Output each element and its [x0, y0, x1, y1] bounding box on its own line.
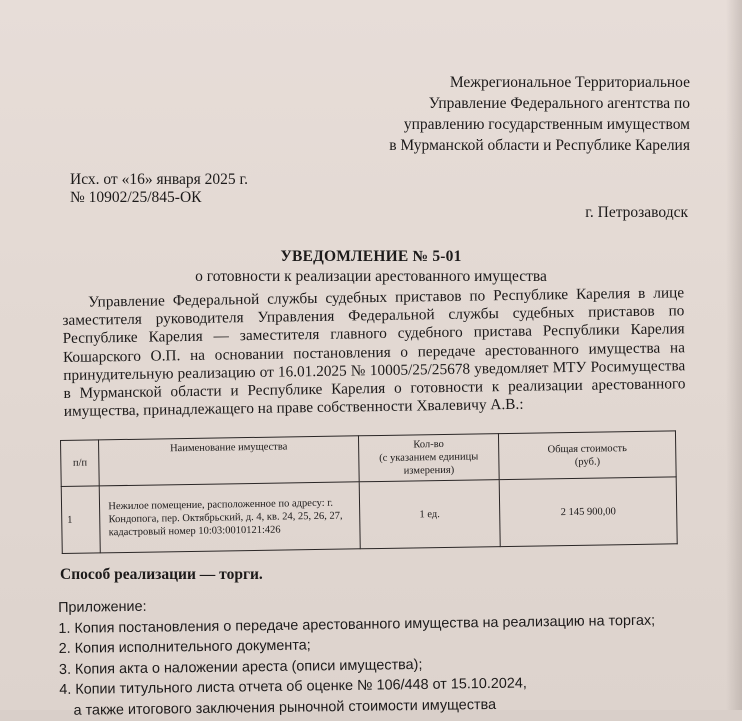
- page-edge-shadow: [726, 0, 742, 710]
- attachments-heading: Приложение:: [58, 598, 147, 616]
- reference-date: Исх. от «16» января 2025 г.: [70, 171, 248, 188]
- attachment-item: 3. Копия акта о наложении ареста (описи имущества);: [58, 656, 423, 678]
- addressee-line: Управление Федерального агентства по: [428, 95, 690, 112]
- document-subtitle: о готовности к реализации арестованного имущества: [195, 268, 547, 285]
- reference-number: № 10902/25/845-ОК: [70, 189, 202, 206]
- header-quantity: Кол-во (с указанием единицы измерения): [358, 434, 499, 482]
- row-property-name: Нежилое помещение, расположенное по адресу: г. Кондопога, пер. Октябрьский, д. 4, кв. 24, 25, 26, 27, кадастровый номер 10:03:0010121:426: [100, 482, 361, 553]
- header-total-cost: Общая стоимость (руб.): [499, 431, 677, 480]
- addressee-line: в Мурманской области и Республике Карелия: [389, 137, 690, 154]
- table-row: [61, 477, 677, 554]
- row-number: 1: [61, 486, 100, 554]
- attachments-list: [58, 610, 656, 721]
- document-title: УВЕДОМЛЕНИЕ № 5-01: [280, 248, 462, 265]
- header-property-name: Наименование имущества: [99, 436, 359, 486]
- attachments-block: [58, 590, 656, 721]
- addressee-block: [389, 72, 690, 156]
- notice-body-text: Управление Федеральной службы судебных приставов по Республике Карелия в лице заместителя руководителя Управления Федеральной службы судебных приставов по Республике Карелия — заместителя главного судебного пристава Республики Карелия Кошарского О.П. на основании постановления о передаче арестованного имущества на принудительную реализацию от 16.01.2025 № 10005/25/25678 уведомляет МТУ Росимущества в Мурманской области и Республике Карелия о готовности к реализации арестованного имущества, принадлежащего на праве собственности Хвалевичу А.В.:: [62, 284, 686, 421]
- row-quantity: 1 ед.: [359, 480, 500, 549]
- row-total-cost: 2 145 900,00: [499, 477, 677, 547]
- outgoing-reference: [70, 171, 248, 207]
- attachment-item: 4. Копии титульного листа отчета об оценке № 106/448 от 15.10.2024,: [59, 675, 527, 698]
- city: г. Петрозаводск: [585, 204, 688, 221]
- sale-method: Способ реализации — торги.: [60, 566, 263, 583]
- attachment-continuation-text: а также итогового заключения рыночной стоимости имущества: [73, 696, 497, 719]
- header-number: п/п: [61, 440, 100, 487]
- property-table: [60, 430, 678, 554]
- attachment-item: 1. Копия постановления о передаче арестованного имущества на реализацию на торгах;: [58, 612, 656, 637]
- attachment-item: 2. Копия исполнительного документа;: [58, 637, 311, 657]
- addressee-line: управлению государственным имуществом: [403, 116, 690, 133]
- addressee-line: Межрегиональное Территориальное: [449, 74, 690, 91]
